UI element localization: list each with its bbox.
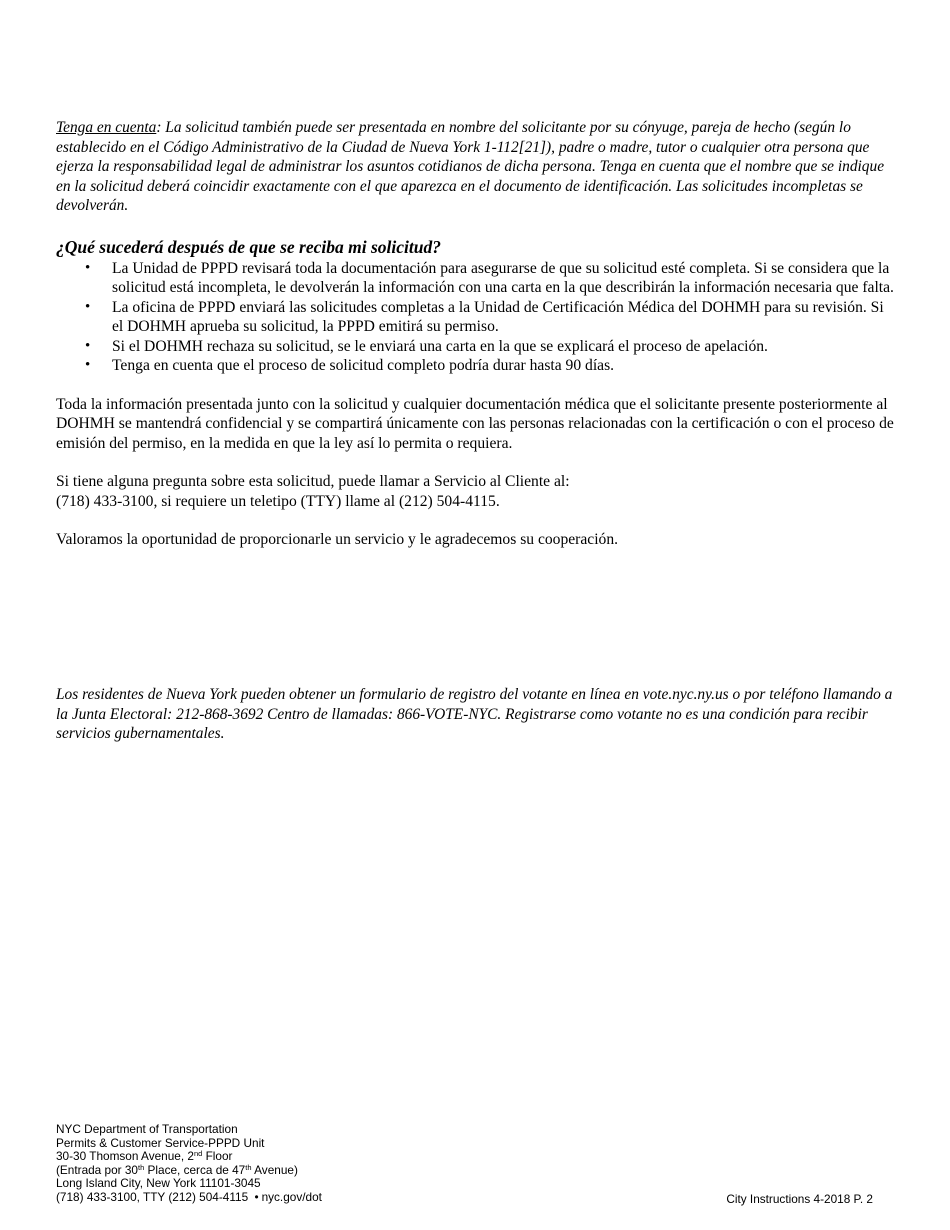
footer-unit: Permits & Customer Service-PPPD Unit (56, 1135, 265, 1150)
list-item: • La oficina de PPPD enviará las solicitudes completas a la Unidad de Certificación Médica del DOHMH para su revisión. Si el DOHMH aprueba su solicitud, la PPPD emitirá su permiso. (112, 298, 898, 337)
page-label: City Instructions 4-2018 P. 2 (726, 1192, 873, 1206)
questions-line-1: Si tiene alguna pregunta sobre esta solicitud, puede llamar a Servicio al Cliente al: (56, 473, 570, 490)
section-heading: ¿Qué sucederá después de que se reciba mi solicitud? (56, 236, 441, 257)
questions-line-2: (718) 433-3100, si requiere un teletipo (TTY) llame al (212) 504-4115. (56, 492, 500, 510)
footer-address (56, 1123, 322, 1204)
list-item: • Tenga en cuenta que el proceso de solicitud completo podría durar hasta 90 días. (112, 356, 898, 376)
footer-city: Long Island City, New York 11101-3045 (56, 1176, 261, 1190)
voter-registration-note: Los residentes de Nueva York pueden obtener un formulario de registro del votante en línea en vote.nyc.ny.us o por teléfono llamando a la Junta Electoral: 212-868-3692 Centro de llamadas: 866-VOTE-NYC. Registrarse como votante no es una condición para recibir servicios gubernamentales. (56, 686, 893, 742)
footer-org: NYC Department of Transportation (56, 1122, 238, 1136)
bullet-separator: • (254, 1189, 259, 1204)
footer-contact-line (56, 1191, 322, 1205)
list-item: • La Unidad de PPPD revisará toda la documentación para asegurarse de que su solicitud esté completa. Si se considera que la solicitud está incompleta, le devolverán la información con una carta en la que describirán la información necesaria que falta. (112, 259, 898, 298)
note-lead: Tenga en cuenta (56, 119, 157, 136)
footer-address-line: 30-30 Thomson Avenue, 2nd Floor (56, 1149, 233, 1163)
footer-entrance-line: (Entrada por 30th Place, cerca de 47th Avenue) (56, 1162, 298, 1177)
note-paragraph (56, 118, 898, 216)
thanks-paragraph: Valoramos la oportunidad de proporcionarle un servicio y le agradecemos su cooperación. (56, 531, 619, 548)
footer-website: nyc.gov/dot (261, 1189, 322, 1204)
note-text: : La solicitud también puede ser presentada en nombre del solicitante por su cónyuge, pareja de hecho (según lo establecido en el Código Administrativo de la Ciudad de Nueva York 1-112[21]), padre o madre, tutor o cualquier otra persona que ejerza la responsabilidad legal de administrar los asuntos cotidianos de dicha persona. Tenga en cuenta que el nombre que se indique en la solicitud deberá coincidir exactamente con el que aparezca en el documento de identificación. Las solicitudes incompletas se devolverán. (56, 119, 885, 214)
footer-phone: (718) 433-3100, TTY (212) 504-4115 (56, 1189, 249, 1204)
list-item: • Si el DOHMH rechaza su solicitud, se le enviará una carta en la que se explicará el proceso de apelación. (112, 337, 898, 357)
document-body (56, 118, 898, 550)
questions-paragraph (56, 472, 898, 511)
confidentiality-paragraph: Toda la información presentada junto con la solicitud y cualquier documentación médica que el solicitante presente posteriormente al DOHMH se mantendrá confidencial y se compartirá únicamente con las personas relacionadas con la certificación o con el proceso de emisión del permiso, en la medida en que la ley así lo permita o requiera. (56, 395, 894, 452)
bullet-list (56, 259, 898, 376)
